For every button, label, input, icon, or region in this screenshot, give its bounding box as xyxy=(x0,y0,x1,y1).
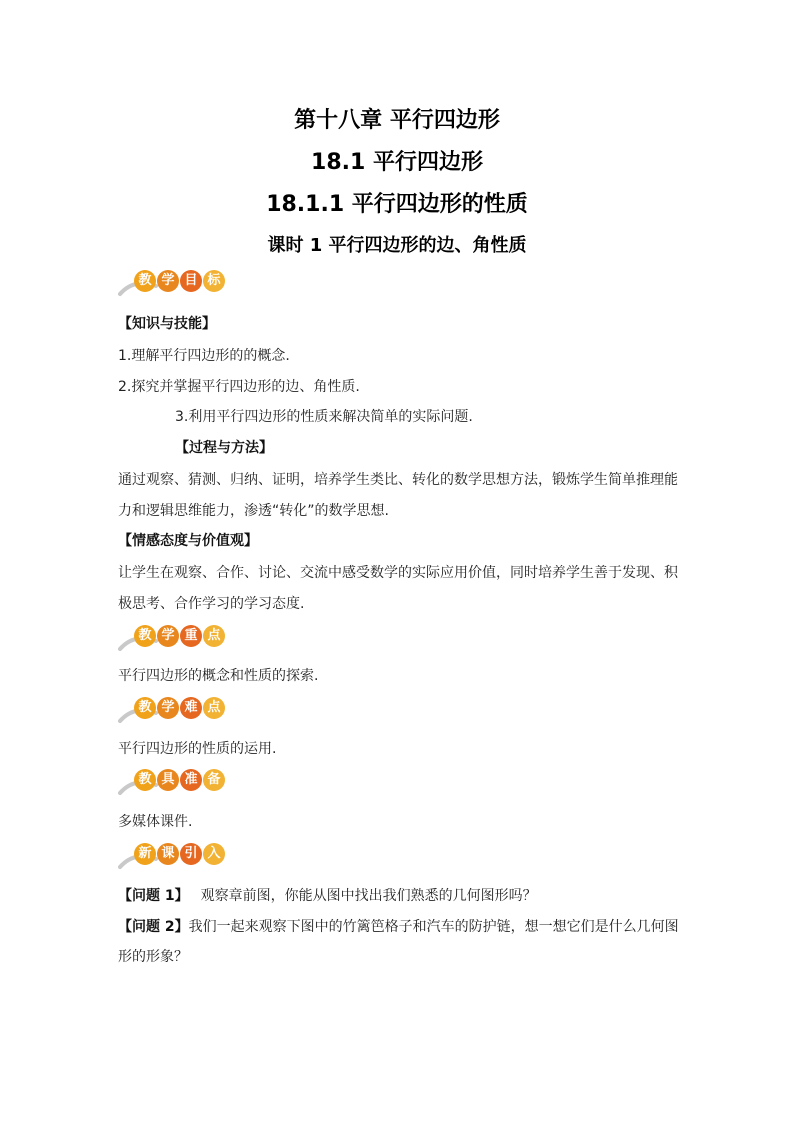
process-line-1: 通过观察、猜测、归纳、证明，培养学生类比、转化的数学思想方法，锻炼学生简单推理能 xyxy=(118,472,678,488)
knowledge-item-1: 1.理解平行四边形的的概念. xyxy=(118,348,290,364)
badge-char: 教 xyxy=(134,697,156,719)
question-2 xyxy=(118,916,679,936)
process-heading: 【过程与方法】 xyxy=(175,440,273,456)
question-1-label: 【问题 1】 xyxy=(118,888,189,904)
knowledge-heading: 【知识与技能】 xyxy=(118,316,216,332)
badge-char: 具 xyxy=(157,769,179,791)
question-1 xyxy=(118,885,537,905)
process-line-2: 力和逻辑思维能力，渗透“转化”的数学思想. xyxy=(118,503,389,519)
badge-char: 教 xyxy=(134,270,156,292)
chapter-title: 第十八章 平行四边形 xyxy=(294,108,500,133)
badge-char: 准 xyxy=(180,769,202,791)
question-2-text: 我们一起来观察下图中的竹篱笆格子和汽车的防护链，想一想它们是什么几何图 xyxy=(188,919,679,935)
badge-char: 学 xyxy=(157,625,179,647)
attitude-line-2: 极思考、合作学习的学习态度. xyxy=(118,596,305,612)
preparation-badge xyxy=(118,769,238,797)
badge-char: 点 xyxy=(203,625,225,647)
badge-char: 重 xyxy=(180,625,202,647)
question-2-continued: 形的形象？ xyxy=(118,949,188,965)
badge-char: 目 xyxy=(180,270,202,292)
badge-char: 学 xyxy=(157,697,179,719)
badge-char: 点 xyxy=(203,697,225,719)
badge-char: 难 xyxy=(180,697,202,719)
difficult-point-text: 平行四边形的性质的运用. xyxy=(118,741,277,757)
question-2-label: 【问题 2】 xyxy=(118,919,189,935)
section-title: 18.1 平行四边形 xyxy=(311,150,483,175)
badge-char: 教 xyxy=(134,625,156,647)
knowledge-item-2: 2.探究并掌握平行四边形的边、角性质. xyxy=(118,379,360,395)
badge-char: 学 xyxy=(157,270,179,292)
attitude-line-1: 让学生在观察、合作、讨论、交流中感受数学的实际应用价值，同时培养学生善于发现、积 xyxy=(118,565,678,581)
teaching-goals-badge xyxy=(118,270,238,298)
badge-char: 课 xyxy=(157,843,179,865)
intro-badge xyxy=(118,843,238,871)
attitude-heading: 【情感态度与价值观】 xyxy=(118,533,258,549)
subsection-title: 18.1.1 平行四边形的性质 xyxy=(266,192,528,217)
key-points-badge xyxy=(118,625,238,653)
lesson-title: 课时 1 平行四边形的边、角性质 xyxy=(267,235,527,256)
badge-char: 标 xyxy=(203,270,225,292)
badge-char: 备 xyxy=(203,769,225,791)
badge-char: 新 xyxy=(134,843,156,865)
key-point-text: 平行四边形的概念和性质的探索. xyxy=(118,668,319,684)
preparation-text: 多媒体课件. xyxy=(118,814,193,830)
question-1-text: 观察章前图，你能从图中找出我们熟悉的几何图形吗？ xyxy=(200,888,537,904)
difficult-points-badge xyxy=(118,697,238,725)
badge-char: 教 xyxy=(134,769,156,791)
knowledge-item-3: 3.利用平行四边形的性质来解决简单的实际问题. xyxy=(175,409,473,425)
badge-char: 入 xyxy=(203,843,225,865)
badge-char: 引 xyxy=(180,843,202,865)
